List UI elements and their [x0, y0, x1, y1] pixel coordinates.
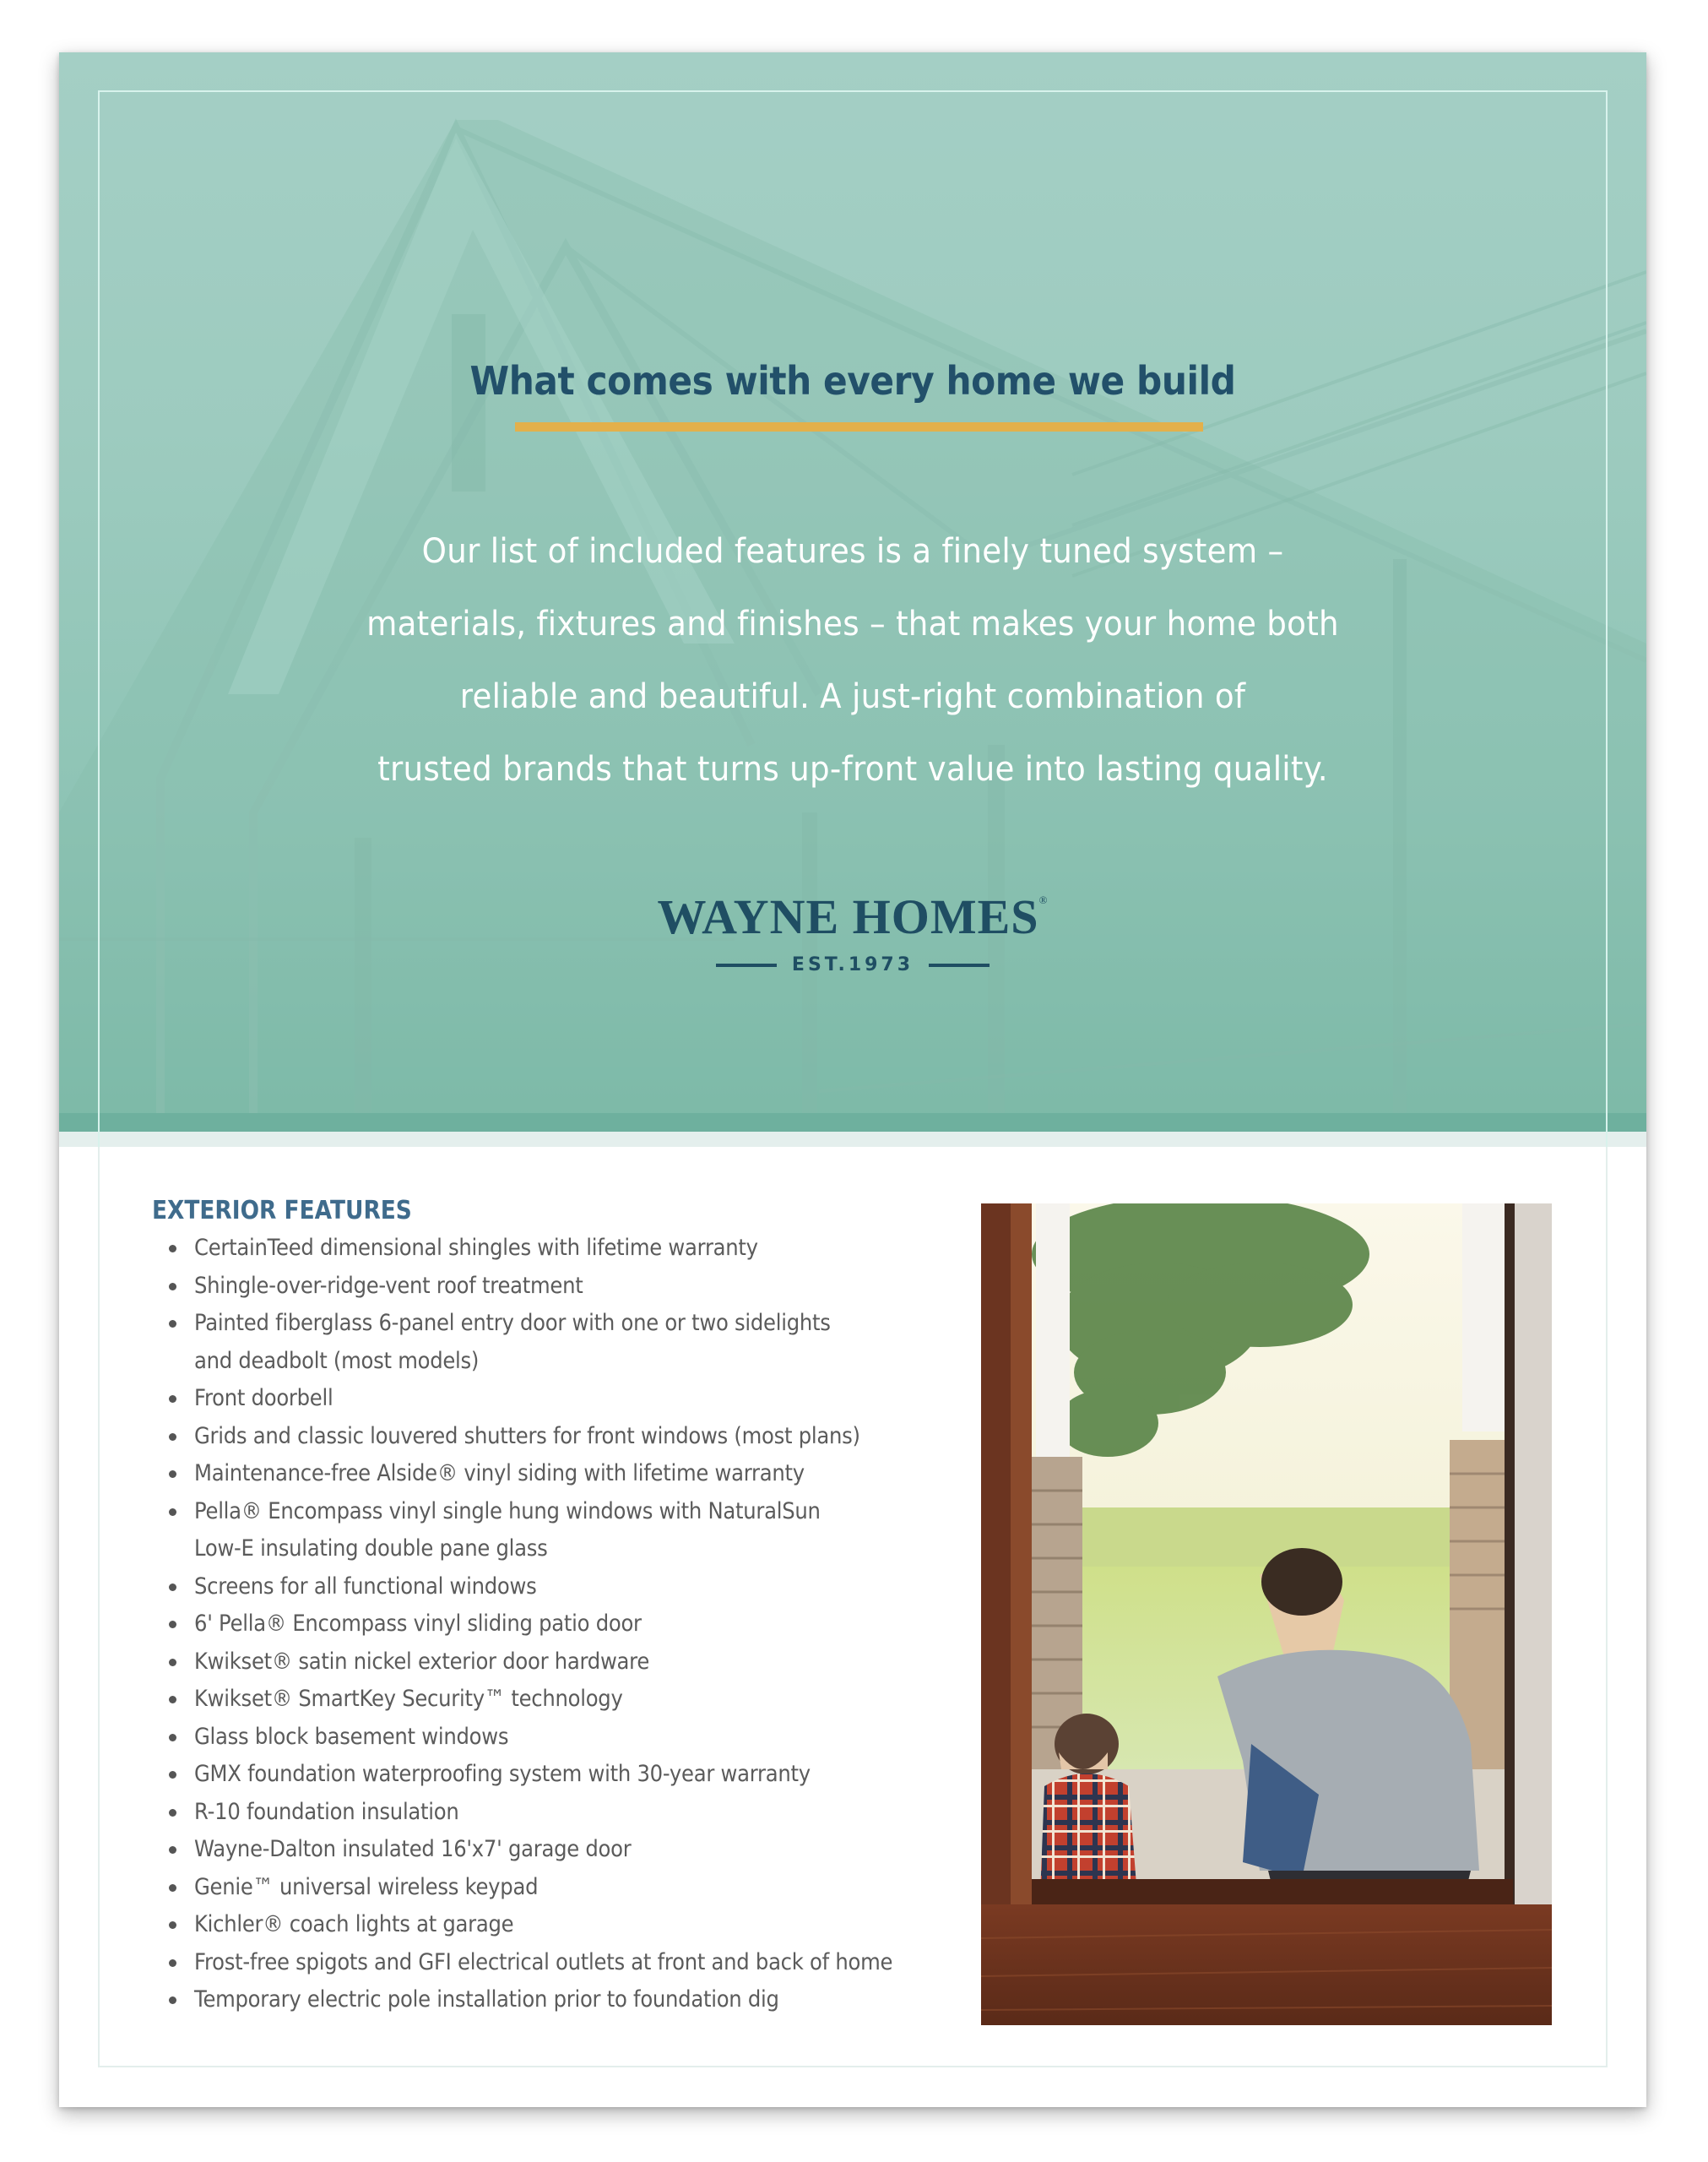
title-underline [515, 422, 1203, 432]
features-list [152, 1230, 996, 2019]
list-item [169, 1756, 996, 1794]
brand-name: WAYNE HOMES [657, 889, 1039, 944]
list-item-text-continued: Low-E insulating double pane glass [194, 1535, 548, 1562]
section-heading: EXTERIOR FEATURES [152, 1196, 412, 1225]
exterior-features-section [152, 1192, 996, 2019]
list-item [169, 1268, 996, 1306]
list-item [169, 1605, 996, 1643]
list-item [169, 1305, 996, 1380]
brand-logo [59, 888, 1646, 945]
list-item [169, 1493, 996, 1568]
list-item-text: Shingle-over-ridge-vent roof treatment [194, 1272, 583, 1299]
intro-paragraph [319, 515, 1387, 806]
list-item [169, 1681, 996, 1719]
list-item-text-continued: and deadbolt (most models) [194, 1347, 480, 1374]
list-item [169, 1831, 996, 1869]
list-item [169, 1455, 996, 1493]
hero-bottom-shade [59, 1113, 1646, 1132]
list-item-text: GMX foundation waterproofing system with 30-year warranty [194, 1761, 811, 1787]
list-item-text: Kwikset® SmartKey Security™ technology [194, 1686, 623, 1712]
list-item-text: 6' Pella® Encompass vinyl sliding patio door [194, 1611, 642, 1637]
list-item [169, 1230, 996, 1268]
list-item [169, 1944, 996, 1982]
list-item [169, 1869, 996, 1907]
list-item [169, 1568, 996, 1606]
list-item-text: Frost-free spigots and GFI electrical outlets at front and back of home [194, 1948, 893, 1975]
list-item [169, 1906, 996, 1944]
intro-line: trusted brands that turns up-front value into lasting quality. [377, 750, 1328, 789]
intro-line: Our list of included features is a finely tuned system – [421, 532, 1284, 571]
established-text: EST.1973 [791, 954, 914, 975]
list-item [169, 1719, 996, 1757]
list-item-text: Genie™ universal wireless keypad [194, 1873, 539, 1900]
family-doorway-photo [981, 1203, 1552, 2025]
list-item [169, 1418, 996, 1456]
intro-line: reliable and beautiful. A just-right combination of [459, 677, 1246, 716]
list-item-text: Kwikset® satin nickel exterior door hardware [194, 1648, 650, 1675]
list-item-text: Front doorbell [194, 1385, 333, 1411]
list-item-text: Grids and classic louvered shutters for front windows (most plans) [194, 1422, 860, 1449]
brand-established [59, 954, 1646, 975]
hero-section [59, 52, 1646, 1132]
list-item-text: R-10 foundation insulation [194, 1798, 459, 1825]
page-title: What comes with every home we build [469, 358, 1236, 404]
intro-line: materials, fixtures and finishes – that makes your home both [366, 605, 1339, 644]
list-item-text: Pella® Encompass vinyl single hung windows with NaturalSun [194, 1497, 821, 1524]
list-item-text: Screens for all functional windows [194, 1573, 537, 1600]
logo-rule-right [929, 964, 990, 967]
list-item [169, 1643, 996, 1681]
list-item [169, 1380, 996, 1418]
list-item-text: Wayne-Dalton insulated 16'x7' garage door [194, 1836, 632, 1862]
list-item-text: Temporary electric pole installation prior to foundation dig [194, 1986, 779, 2013]
list-item-text: Kichler® coach lights at garage [194, 1911, 514, 1937]
list-item-text: CertainTeed dimensional shingles with lifetime warranty [194, 1235, 758, 1261]
hero-divider-band [59, 1132, 1646, 1147]
list-item [169, 1981, 996, 2019]
list-item-text: Glass block basement windows [194, 1723, 509, 1750]
logo-rule-left [716, 964, 777, 967]
brochure-page [59, 52, 1646, 2107]
list-item-text: Painted fiberglass 6-panel entry door with one or two sidelights [194, 1310, 831, 1336]
list-item-text: Maintenance-free Alside® vinyl siding with lifetime warranty [194, 1460, 805, 1486]
list-item [169, 1794, 996, 1832]
registered-mark: ® [1038, 894, 1049, 906]
photo-illustration [981, 1203, 1552, 2025]
